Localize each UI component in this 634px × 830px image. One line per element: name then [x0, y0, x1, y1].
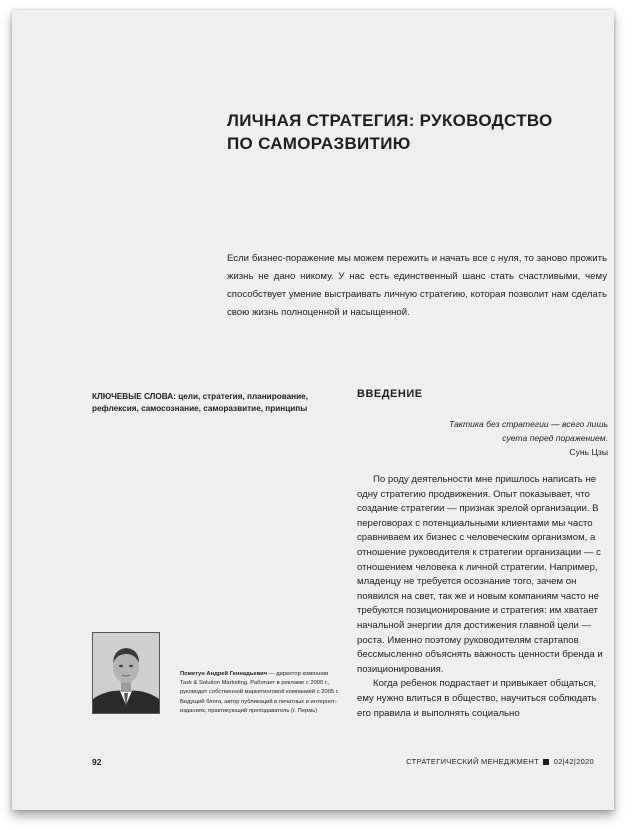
author-bio [180, 670, 340, 716]
paragraph: Когда ребенок подрастает и привыкает общаться, ему нужно влиться в общество, научиться соблюдать его правила и выполнять социально [357, 678, 597, 719]
epigraph-author: Сунь Цзы [569, 447, 608, 457]
page-number: 92 [92, 757, 102, 767]
epigraph-quote-line-1: Тактика без стратегии — всего лишь [448, 419, 608, 429]
article-title [227, 109, 567, 155]
author-name: Пометун Андрей Геннадьевич [180, 671, 268, 677]
issue-number: 02|42|2020 [553, 757, 594, 766]
keywords-text: цели, стратегия, планирование, рефлексия, самосознание, саморазвитие, принципы [92, 392, 308, 413]
body-text [357, 473, 612, 721]
keywords-label: КЛЮЧЕВЫЕ СЛОВА: [92, 392, 176, 401]
epigraph [412, 417, 608, 459]
square-separator-icon [543, 759, 549, 765]
journal-name: СТРАТЕГИЧЕСКИЙ МЕНЕДЖМЕНТ [406, 757, 539, 766]
author-portrait-image [93, 633, 159, 713]
section-heading: ВВЕДЕНИЕ [357, 388, 423, 400]
running-footer [406, 757, 594, 766]
title-line-1: ЛИЧНАЯ СТРАТЕГИЯ: РУКОВОДСТВО [227, 111, 553, 130]
author-description: — директор компании Task & Solution Marketing. Работает в рекламе с 2000 г., руководит собственной маркетинговой компанией с 2005 г. Ведущий блога, автор публикаций в печатных и интернет-изданиях, практикующий преподаватель (г. Пермь) [180, 671, 339, 714]
author-photo [92, 632, 160, 714]
magazine-page [12, 10, 614, 810]
title-line-2: ПО САМОРАЗВИТИЮ [227, 134, 411, 153]
paragraph: По роду деятельности мне пришлось написать не одну стратегию продвижения. Опыт показывает, что создание стратегии — признак зрелой организации. В переговорах с потенциальными клиентами мы часто сравниваем их бизнес с человеческим организмом, а отношение руководителя к стратегии организации — с отношением человека к личной стратегии. Например, младенцу не требуется осознание того, зачем он появился на свет, так же и новым компаниям часто не требуются позиционирование и стратегия: им хватает начальной энергии для достижения главной цели — роста. Именно поэтому руководителям стартапов бессмысленно объяснять важность ценности бренда и позиционирования. [357, 474, 603, 675]
epigraph-quote-line-2: суета перед поражением. [502, 433, 608, 443]
keywords-block [92, 391, 342, 415]
article-lead: Если бизнес-поражение мы можем пережить и начать все с нуля, то заново прожить жизнь не дано никому. У нас есть единственный шанс стать счастливыми, чему способствует умение выстраивать личную стратегию, которая позволит нам сделать свою жизнь полноценной и насыщенной. [227, 253, 607, 318]
